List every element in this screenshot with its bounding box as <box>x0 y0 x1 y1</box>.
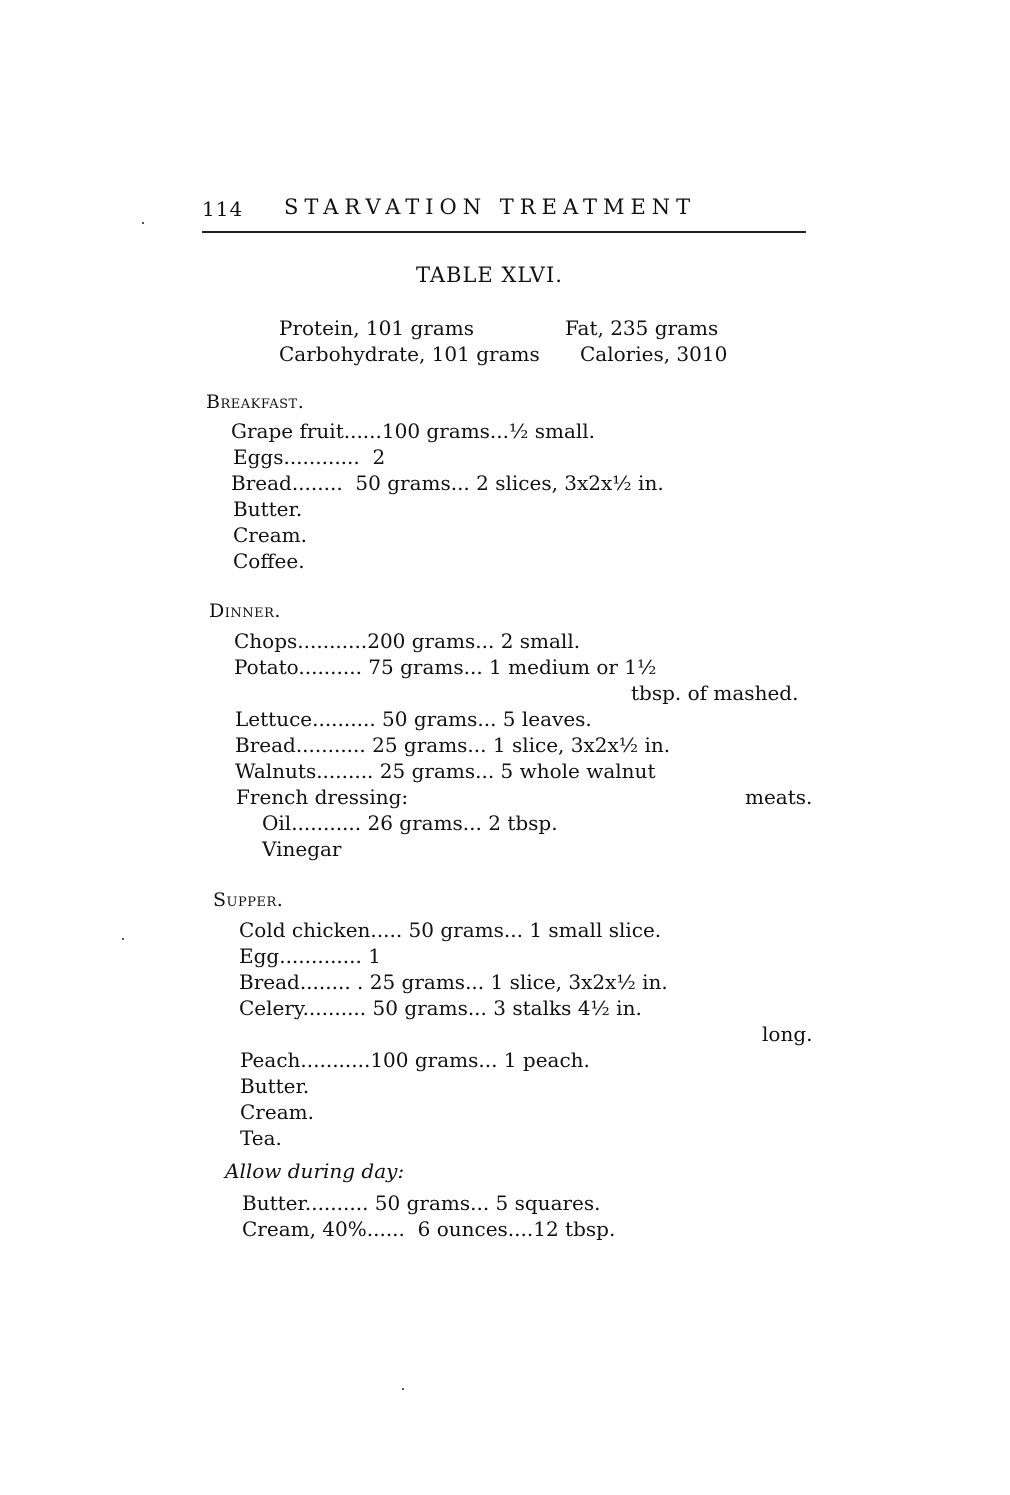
allow-line: Cream, 40%...... 6 ounces....12 tbsp. <box>242 1217 616 1241</box>
breakfast-line: Coffee. <box>233 549 305 573</box>
breakfast-line: Eggs............ 2 <box>233 445 386 469</box>
dinner-line: Bread........... 25 grams... 1 slice, 3x2x½ in. <box>235 733 671 757</box>
supper-line: long. <box>762 1022 813 1046</box>
calories-value: Calories, 3010 <box>580 342 728 366</box>
allow-heading: Allow during day: <box>225 1159 405 1183</box>
breakfast-line: Butter. <box>233 497 303 521</box>
breakfast-line: Grape fruit......100 grams...½ small. <box>231 419 596 443</box>
supper-line: Cold chicken..... 50 grams... 1 small slice. <box>239 918 662 942</box>
table-title: TABLE XLVI. <box>416 263 563 287</box>
dinner-line: tbsp. of mashed. <box>631 681 799 705</box>
running-title: STARVATION TREATMENT <box>284 195 697 219</box>
supper-line: Butter. <box>240 1074 310 1098</box>
supper-heading: Supper. <box>213 889 284 911</box>
scan-speck <box>402 1388 404 1390</box>
dinner-line: Vinegar <box>262 837 342 861</box>
dinner-line: French dressing: <box>236 785 409 809</box>
supper-line: Tea. <box>240 1126 282 1150</box>
supper-line: Celery.......... 50 grams... 3 stalks 4½ in. <box>239 996 642 1020</box>
dinner-line: Oil........... 26 grams... 2 tbsp. <box>262 811 558 835</box>
header-rule <box>202 231 806 233</box>
supper-line: Egg............. 1 <box>239 944 381 968</box>
breakfast-line: Bread........ 50 grams... 2 slices, 3x2x½ in. <box>231 471 664 495</box>
dinner-line: Lettuce.......... 50 grams... 5 leaves. <box>235 707 592 731</box>
breakfast-line: Cream. <box>233 523 307 547</box>
protein-value: Protein, 101 grams <box>279 316 474 340</box>
allow-line: Butter.......... 50 grams... 5 squares. <box>242 1191 601 1215</box>
dinner-line: Potato.......... 75 grams... 1 medium or 1½ <box>234 655 657 679</box>
fat-value: Fat, 235 grams <box>565 316 719 340</box>
scan-speck <box>142 222 144 224</box>
carbohydrate-value: Carbohydrate, 101 grams <box>279 342 540 366</box>
supper-line: Bread........ . 25 grams... 1 slice, 3x2x½ in. <box>239 970 668 994</box>
scan-speck <box>122 938 124 940</box>
page-number: 114 <box>202 197 244 221</box>
dinner-line: meats. <box>745 785 813 809</box>
dinner-heading: Dinner. <box>209 600 281 622</box>
dinner-line: Chops...........200 grams... 2 small. <box>234 629 581 653</box>
dinner-line: Walnuts......... 25 grams... 5 whole walnut <box>235 759 656 783</box>
breakfast-heading: Breakfast. <box>206 391 305 413</box>
supper-line: Peach...........100 grams... 1 peach. <box>240 1048 590 1072</box>
supper-line: Cream. <box>240 1100 314 1124</box>
